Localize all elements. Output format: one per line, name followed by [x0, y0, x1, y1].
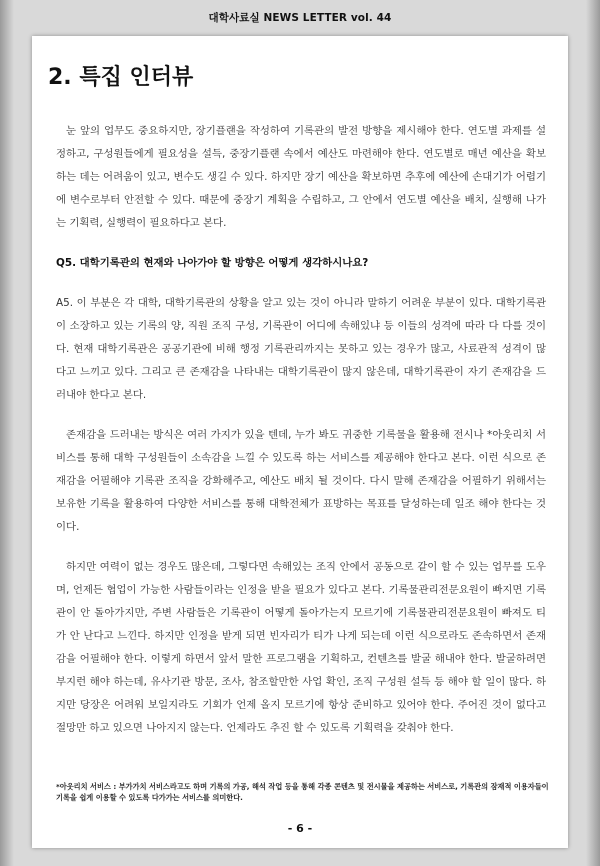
- article-body: [56, 120, 546, 740]
- question-q5: Q5. 대학기록관의 현재와 나아가야 할 방향은 어떻게 생각하시나요?: [56, 257, 369, 269]
- newsletter-header: 대학사료실 NEWS LETTER vol. 44: [208, 12, 392, 24]
- page-number: - 6 -: [287, 822, 313, 835]
- footnote: *아웃리치 서비스 : 부가가치 서비스라고도 하며 기록의 가공, 해석 작업 등을 통해 각종 콘텐츠 및 전시물을 제공하는 서비스로, 기록관의 잠재적 이용자들이 기록을 쉽게 이용할 수 있도록 다가가는 서비스를 의미한다.: [56, 782, 549, 802]
- paragraph-presence: 존재감을 드러내는 방식은 여러 가지가 있을 텐데, 누가 봐도 귀중한 기록물을 활용해 전시나 *아웃리치 서비스를 통해 대학 구성원들이 소속감을 느낄 수 있도록 하는 서비스를 제공해야 한다고 본다. 이런 식으로 존재감을 어필해야 기록관 조직을 강화해주고, 예산도 배치 될 것이다. 다시 말해 존재감을 어필하기 위해서는 보유한 기록을 활용하여 다양한 서비스를 통해 대학전체가 표방하는 목표를 달성하는데 일조 해야 한다는 것이다.: [56, 429, 546, 533]
- answer-a5: A5. 이 부분은 각 대학, 대학기록관의 상황을 알고 있는 것이 아니라 말하기 어려운 부분이 있다. 대학기록관이 소장하고 있는 기록의 양, 직원 조직 구성, 기록관이 어디에 속해있냐 등 이들의 성격에 따라 다 다를 것이다. 현재 대학기록관은 공공기관에 비해 행정 기록관리까지는 못하고 있는 경우가 많고, 사료관적 성격이 많다고 느끼고 있다. 그리고 큰 존재감을 나타내는 대학기록관이 많지 않은데, 대학기록관이 자기 존재감을 드러내야 한다고 본다.: [56, 297, 546, 401]
- paragraph-collaboration: 하지만 여력이 없는 경우도 많은데, 그렇다면 속해있는 조직 안에서 공동으로 같이 할 수 있는 업무를 도우며, 언제든 협업이 가능한 사람들이라는 인정을 받을 필요가 있다고 본다. 기록물관리전문요원이 빠지면 기록관이 안 돌아가지만, 주변 사람들은 기록관이 어떻게 돌아가는지 모르기에 기록물관리전문요원이 빠져도 티가 안 난다고 느낀다. 하지만 인정을 받게 되면 빈자리가 티가 나게 되는데 이런 식으로라도 존속하면서 존재감을 어필해야 한다. 이렇게 하면서 앞서 말한 프로그램을 기획하고, 컨텐츠를 발굴 해내야 한다. 발굴하려면 부지런 해야 하는데, 유사기관 방문, 조사, 참조할만한 사업 확인, 조직 구성원 설득 등 해야 할 일이 많다. 하지만 당장은 어려워 보일지라도 기회가 언제 올지 모르기에 항상 준비하고 있어야 한다. 주어진 것이 없다고 절망만 하고 있으면 나아지지 않는다. 언제라도 추진 할 수 있도록 기획력을 갖춰야 한다.: [56, 561, 546, 734]
- section-title: 2. 특집 인터뷰: [48, 65, 194, 90]
- document-page: [32, 36, 568, 848]
- paragraph-intro: 눈 앞의 업무도 중요하지만, 장기플랜을 작성하여 기록관의 발전 방향을 제시해야 한다. 연도별 과제를 설정하고, 구성원들에게 필요성을 설득, 중장기플랜 속에서 예산도 마련해야 한다. 연도별로 매년 예산을 확보하는 데는 어려움이 있고, 변수도 생길 수 있다. 하지만 장기 예산을 확보하면 추후에 예산에 손대기가 어렵기에 변수로부터 안전할 수 있다. 때문에 중장기 계획을 수립하고, 그 안에서 연도별 예산을 배치, 실행해 나가는 기획력, 실행력이 필요하다고 본다.: [56, 125, 546, 229]
